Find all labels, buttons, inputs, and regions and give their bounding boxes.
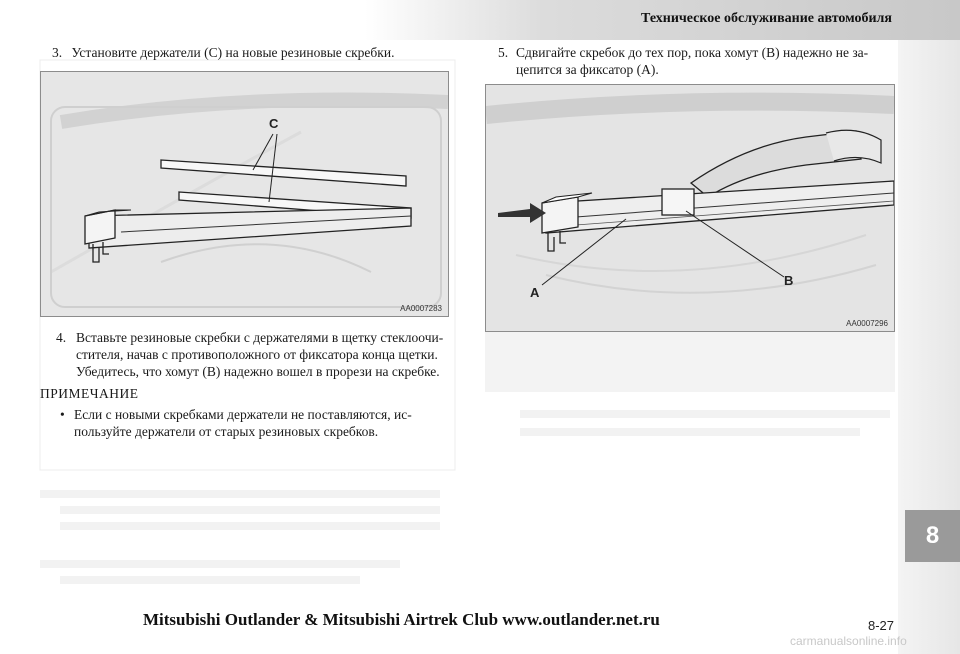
step-5-line-2: цепится за фиксатор (A). (516, 62, 659, 77)
step-5-number: 5. (498, 45, 509, 60)
note-bullet: • (60, 407, 65, 422)
step-3-number: 3. (52, 45, 63, 60)
callout-a: A (530, 285, 540, 300)
wiper-blade-illustration-2 (486, 85, 894, 331)
step-4-line-3: Убедитесь, что хомут (B) надежно вошел в прорези на скребке. (76, 364, 440, 379)
note-line-2: пользуйте держатели от старых резиновых скребков. (74, 424, 379, 439)
figure-2-code: AA0007296 (846, 319, 888, 328)
step-4-line-2: стителя, начав с противоположного от фиксатора конца щетки. (76, 347, 438, 362)
step-3-text: Установите держатели (C) на новые резиновые скребки. (71, 45, 395, 60)
wiper-blade-illustration-1 (41, 72, 448, 316)
chapter-tab[interactable]: 8 (905, 510, 960, 562)
step-4-line-1: Вставьте резиновые скребки с держателями в щетку стеклоочи- (76, 330, 444, 345)
step-4-number: 4. (56, 330, 67, 345)
footer-club-link[interactable]: Mitsubishi Outlander & Mitsubishi Airtrek Club www.outlander.net.ru (143, 610, 660, 629)
figure-holder-installation (40, 71, 449, 317)
figure-slide-blade (485, 84, 895, 332)
note-body (60, 406, 412, 440)
note-line-1: Если с новыми скребками держатели не поставляются, ис- (74, 407, 412, 422)
watermark: carmanualsonline.info (790, 634, 907, 648)
page-number: 8-27 (868, 618, 895, 633)
step-5-line-1: Сдвигайте скребок до тех пор, пока хомут (B) надежно не за- (516, 45, 869, 60)
step-3 (52, 44, 394, 61)
step-5 (498, 44, 868, 78)
figure-1-code: AA0007283 (400, 304, 442, 313)
callout-c: C (269, 116, 279, 131)
step-4 (56, 329, 443, 380)
page-title: Техническое обслуживание автомобиля (641, 11, 892, 26)
callout-b: B (784, 273, 794, 288)
note-heading: ПРИМЕЧАНИЕ (40, 386, 139, 401)
